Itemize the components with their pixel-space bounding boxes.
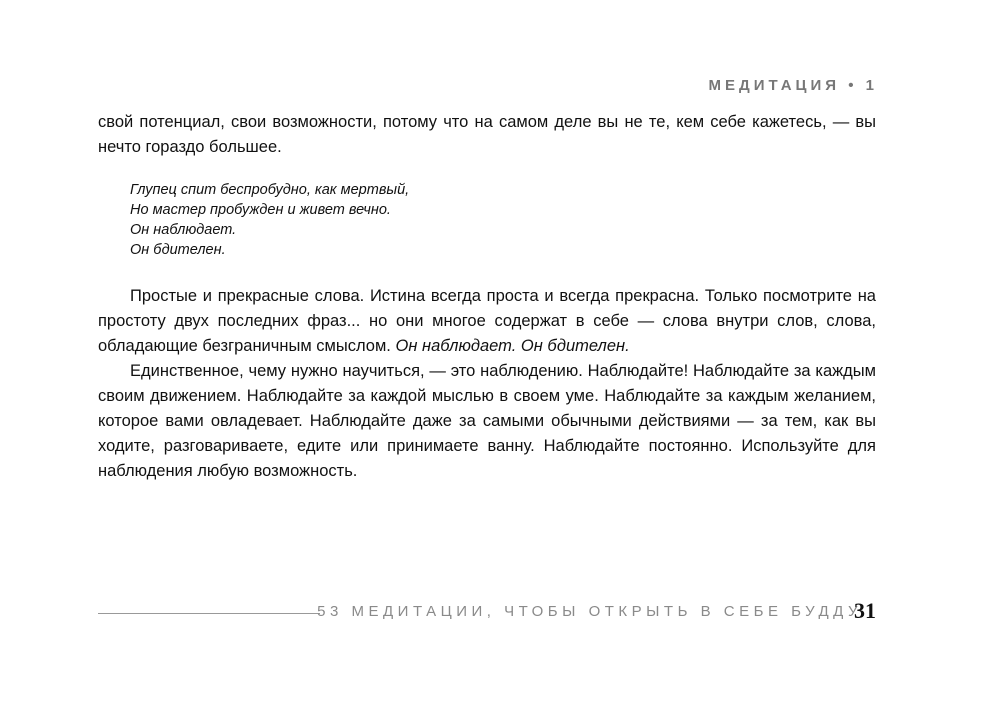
page-number: 31 <box>854 598 876 623</box>
verse-quote <box>130 180 876 260</box>
body-text <box>98 110 876 484</box>
verse-line: Он наблюдает. <box>130 222 237 238</box>
footer-rule <box>98 613 320 614</box>
paragraph-2 <box>98 284 876 359</box>
paragraph-1: свой потенциал, свои возможности, потому что на самом деле вы не те, кем себе кажетесь, — вы нечто гораздо большее. <box>98 113 876 156</box>
verse-line: Глупец спит беспробудно, как мертвый, <box>130 182 410 198</box>
paragraph-2-emphasis: Он наблюдает. Он бдителен. <box>395 337 630 355</box>
verse-line: Но мастер пробужден и живет вечно. <box>130 202 391 218</box>
footer-book-title: 53 МЕДИТАЦИИ, ЧТОБЫ ОТКРЫТЬ В СЕБЕ БУДДУ <box>317 603 862 620</box>
running-head: МЕДИТАЦИЯ • 1 <box>708 77 878 94</box>
verse-line: Он бдителен. <box>130 242 226 258</box>
paragraph-2-text: Простые и прекрасные слова. Истина всегда проста и всегда прекрасна. Только посмотрите на простоту двух последних фраз... но они многое содержат в себе — слова внутри слов, слова, обладающие безграничным смыслом. <box>98 287 876 355</box>
paragraph-3: Единственное, чему нужно научиться, — это наблюдению. Наблюдайте! Наблюдайте за каждым своим движением. Наблюдайте за каждой мыслью в своем уме. Наблюдайте за каждым желанием, которое вами овладевает. Наблюдайте даже за самыми обычными действиями — за тем, как вы ходите, разговариваете, едите или принимаете ванну. Наблюдайте постоянно. Используйте для наблюдения любую возможность. <box>98 362 876 480</box>
